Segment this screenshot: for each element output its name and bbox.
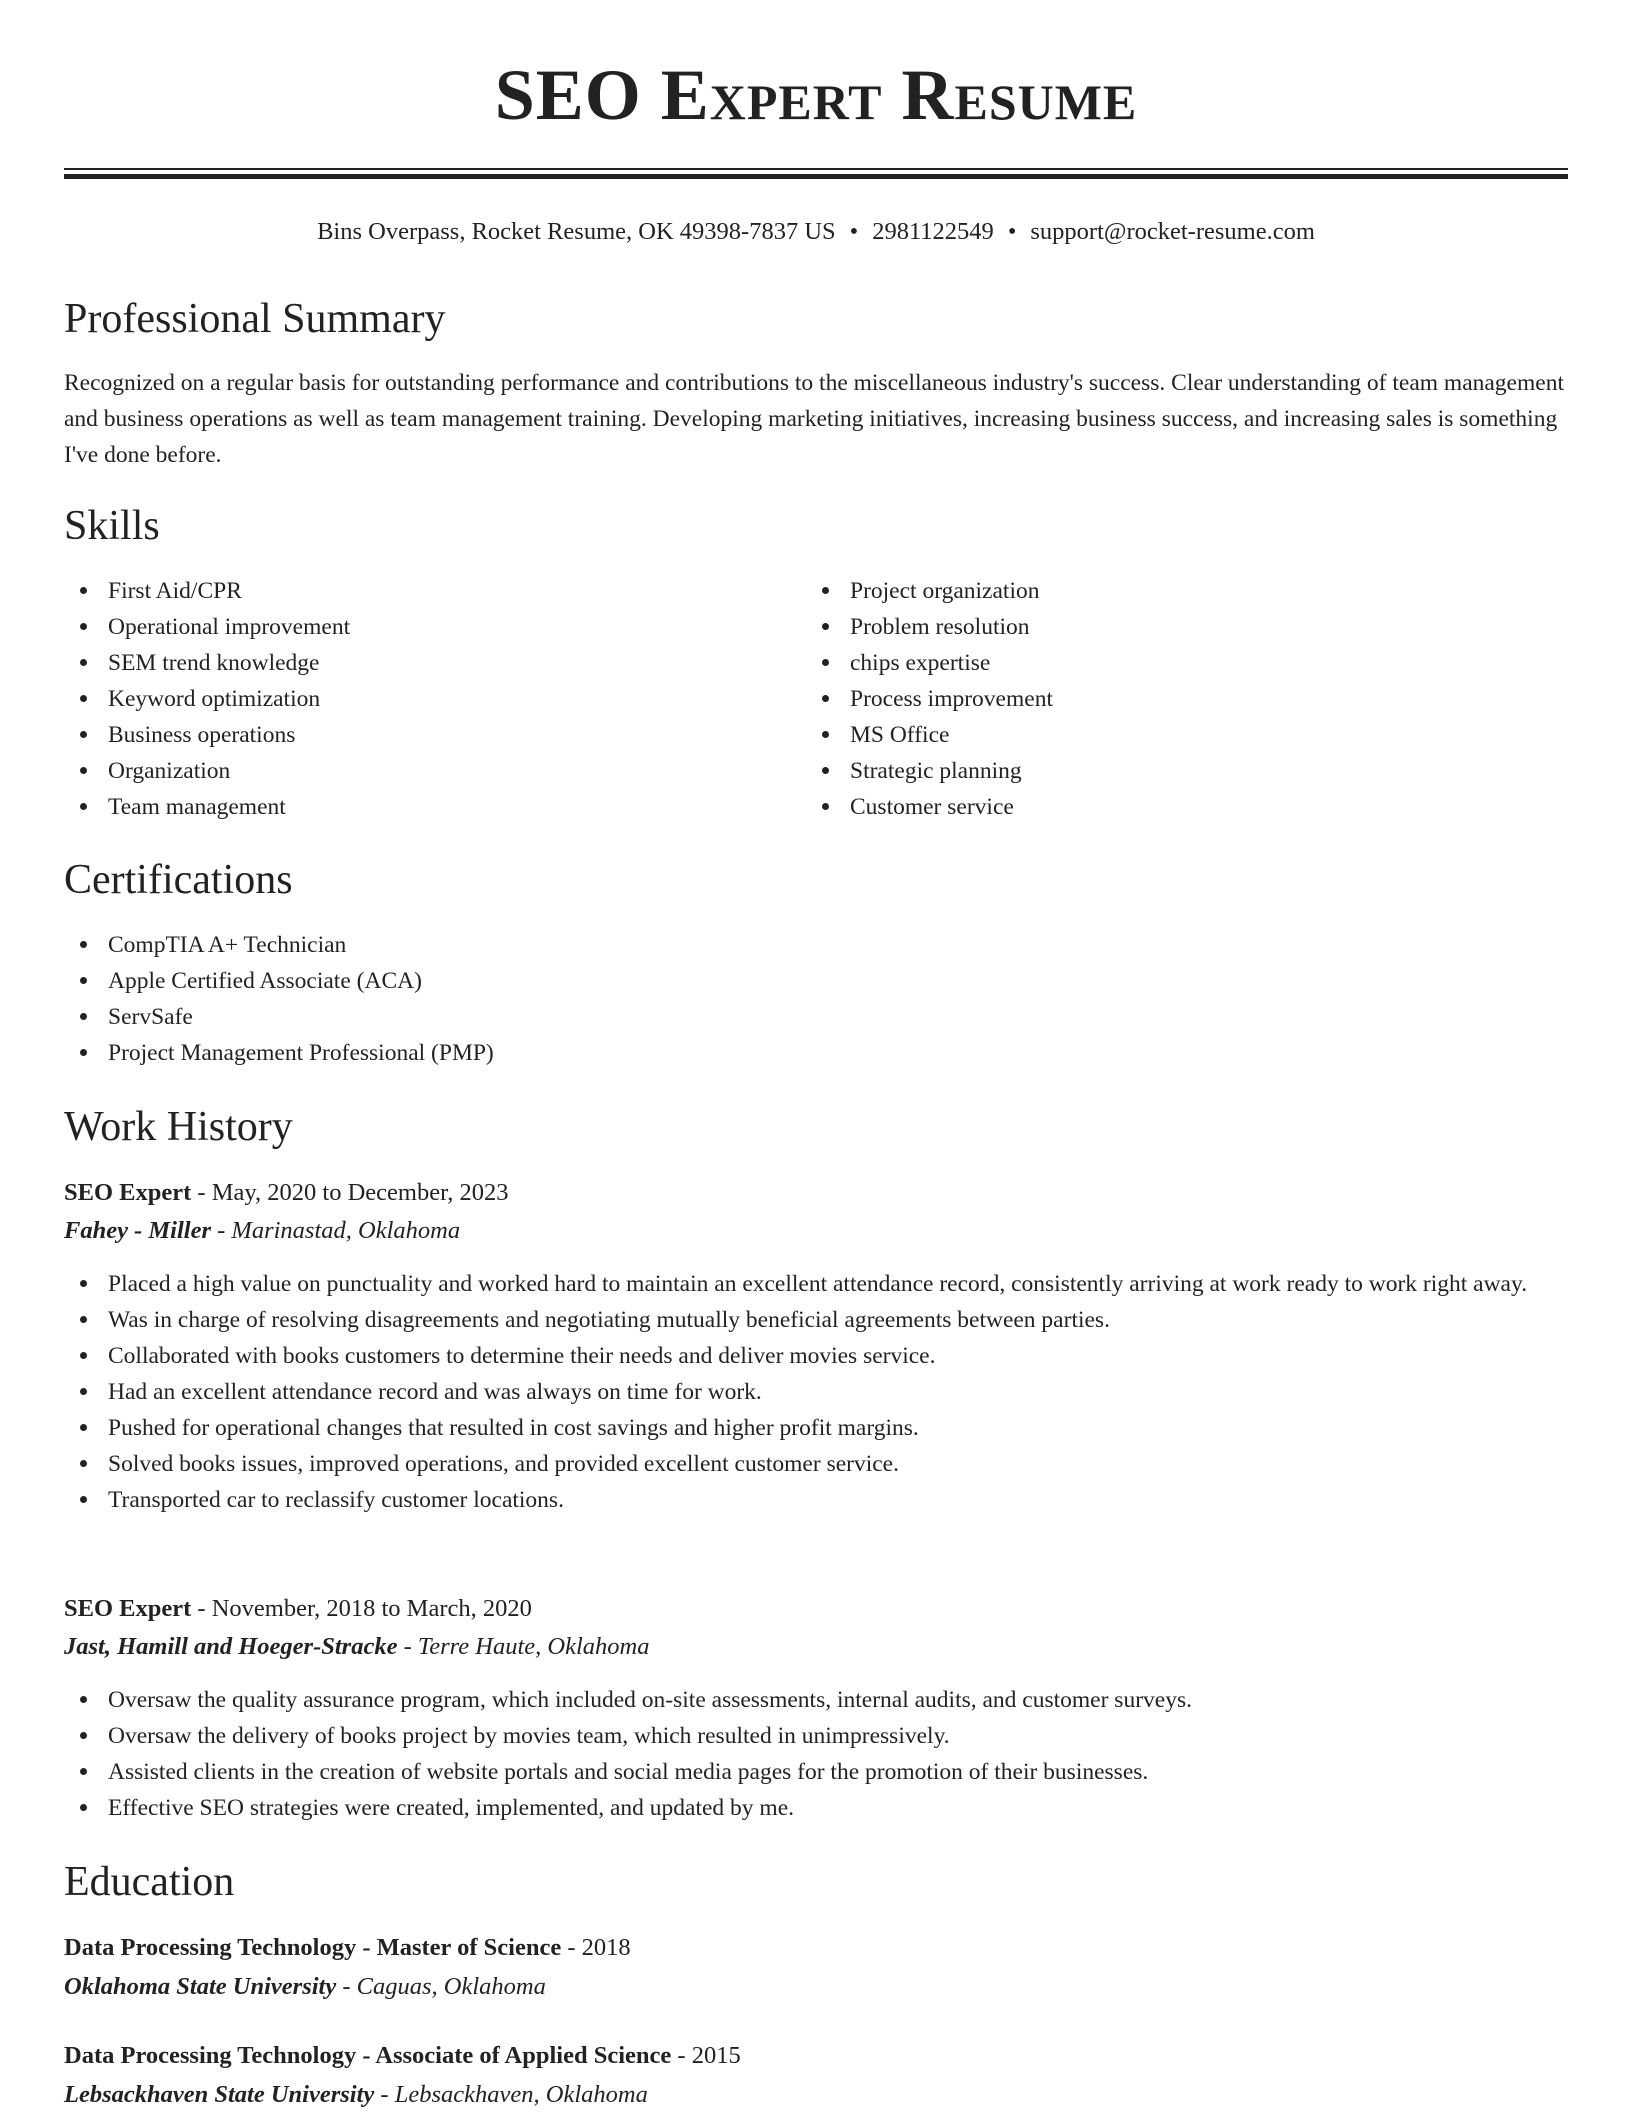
- job-bullet: Collaborated with books customers to determine their needs and deliver movies service.: [64, 1338, 1568, 1374]
- job-bullet: Transported car to reclassify customer locations.: [64, 1482, 1568, 1518]
- job-location: Terre Haute, Oklahoma: [417, 1633, 650, 1660]
- education-year: 2018: [581, 1934, 631, 1961]
- work-history-heading: Work History: [64, 1104, 293, 1150]
- job-dates: November, 2018 to March, 2020: [211, 1595, 532, 1622]
- job-bullet: Oversaw the delivery of books project by movies team, which resulted in unimpressively.: [64, 1718, 1568, 1754]
- resume-title: SEO Expert Resume: [494, 55, 1138, 135]
- contact-address: Bins Overpass, Rocket Resume, OK 49398-7837 US: [317, 218, 836, 245]
- job-bullet: Was in charge of resolving disagreements and negotiating mutually beneficial agreements between parties.: [64, 1302, 1568, 1338]
- skill-item: Operational improvement: [64, 609, 804, 645]
- education-year: 2015: [691, 2042, 741, 2069]
- skill-item: Strategic planning: [806, 753, 1546, 789]
- resume-page: [64, 0, 1568, 2108]
- skills-heading: Skills: [64, 503, 160, 549]
- education-joiner: -: [561, 1934, 582, 1961]
- job-company: Jast, Hamill and Hoeger-Stracke: [64, 1633, 398, 1660]
- job-title-line: [64, 1174, 509, 1212]
- skill-item: MS Office: [806, 717, 1546, 753]
- job-joiner: -: [397, 1633, 418, 1660]
- education-joiner: -: [671, 2042, 692, 2069]
- job-bullet: Effective SEO strategies were created, implemented, and updated by me.: [64, 1790, 1568, 1826]
- skill-item: Keyword optimization: [64, 681, 804, 717]
- contact-separator: •: [1007, 218, 1017, 245]
- job-bullet: Oversaw the quality assurance program, which included on-site assessments, internal audits, and customer surveys.: [64, 1682, 1568, 1718]
- skills-list-left: [64, 573, 804, 825]
- job-bullets: [64, 1266, 1568, 1518]
- skill-item: Problem resolution: [806, 609, 1546, 645]
- contact-line: [64, 214, 1568, 250]
- certification-item: Apple Certified Associate (ACA): [64, 963, 1568, 999]
- job-joiner: -: [191, 1595, 212, 1622]
- skill-item: chips expertise: [806, 645, 1546, 681]
- certification-item: CompTIA A+ Technician: [64, 927, 1568, 963]
- job-bullets: [64, 1682, 1568, 1826]
- education-joiner: -: [374, 2081, 395, 2108]
- job-company-line: [64, 1212, 460, 1250]
- education-school-line: [64, 1968, 546, 2006]
- skill-item: Process improvement: [806, 681, 1546, 717]
- header-rule-thick: [64, 174, 1568, 179]
- summary-text: Recognized on a regular basis for outstanding performance and contributions to the miscellaneous industry's success. Clear understanding of team management and business operations as well as team management training. Developing marketing initiatives, increasing business success, and increasing sales is something I've done before.: [64, 370, 1564, 468]
- job-dates: May, 2020 to December, 2023: [211, 1179, 509, 1206]
- certification-item: ServSafe: [64, 999, 1568, 1035]
- header-rule-thin: [64, 168, 1568, 170]
- education-school: Oklahoma State University: [64, 1973, 337, 2000]
- summary-heading: Professional Summary: [64, 296, 446, 342]
- job-title: SEO Expert: [64, 1179, 192, 1206]
- education-joiner: -: [336, 1973, 357, 2000]
- certifications-list: [64, 927, 1568, 1071]
- job-title: SEO Expert: [64, 1595, 192, 1622]
- education-degree: Data Processing Technology - Associate of Applied Science: [64, 2042, 672, 2069]
- certification-item: Project Management Professional (PMP): [64, 1035, 1568, 1071]
- job-joiner: -: [191, 1179, 212, 1206]
- education-heading: Education: [64, 1859, 235, 1905]
- education-degree-line: [64, 2037, 741, 2075]
- education-degree: Data Processing Technology - Master of Science: [64, 1934, 562, 1961]
- skill-item: Business operations: [64, 717, 804, 753]
- skill-item: Team management: [64, 789, 804, 825]
- skill-item: SEM trend knowledge: [64, 645, 804, 681]
- education-degree-line: [64, 1929, 631, 1967]
- certifications-heading: Certifications: [64, 857, 293, 903]
- education-location: Caguas, Oklahoma: [356, 1973, 546, 2000]
- job-bullet: Had an excellent attendance record and was always on time for work.: [64, 1374, 1568, 1410]
- job-joiner: -: [211, 1217, 232, 1244]
- skill-item: Organization: [64, 753, 804, 789]
- skill-item: First Aid/CPR: [64, 573, 804, 609]
- job-company: Fahey - Miller: [64, 1217, 211, 1244]
- job-title-line: [64, 1590, 532, 1628]
- skills-list-right: [806, 573, 1546, 825]
- education-school: Lebsackhaven State University: [64, 2081, 375, 2108]
- education-location: Lebsackhaven, Oklahoma: [394, 2081, 648, 2108]
- skill-item: Customer service: [806, 789, 1546, 825]
- job-company-line: [64, 1628, 650, 1666]
- job-bullet: Pushed for operational changes that resulted in cost savings and higher profit margins.: [64, 1410, 1568, 1446]
- job-bullet: Placed a high value on punctuality and worked hard to maintain an excellent attendance record, consistently arriving at work ready to work right away.: [64, 1266, 1568, 1302]
- job-location: Marinastad, Oklahoma: [231, 1217, 461, 1244]
- contact-separator: •: [849, 218, 859, 245]
- contact-phone: 2981122549: [872, 218, 994, 245]
- contact-email[interactable]: support@rocket-resume.com: [1030, 218, 1315, 245]
- job-bullet: Assisted clients in the creation of website portals and social media pages for the promotion of their businesses.: [64, 1754, 1568, 1790]
- skill-item: Project organization: [806, 573, 1546, 609]
- education-school-line: [64, 2076, 648, 2114]
- job-bullet: Solved books issues, improved operations, and provided excellent customer service.: [64, 1446, 1568, 1482]
